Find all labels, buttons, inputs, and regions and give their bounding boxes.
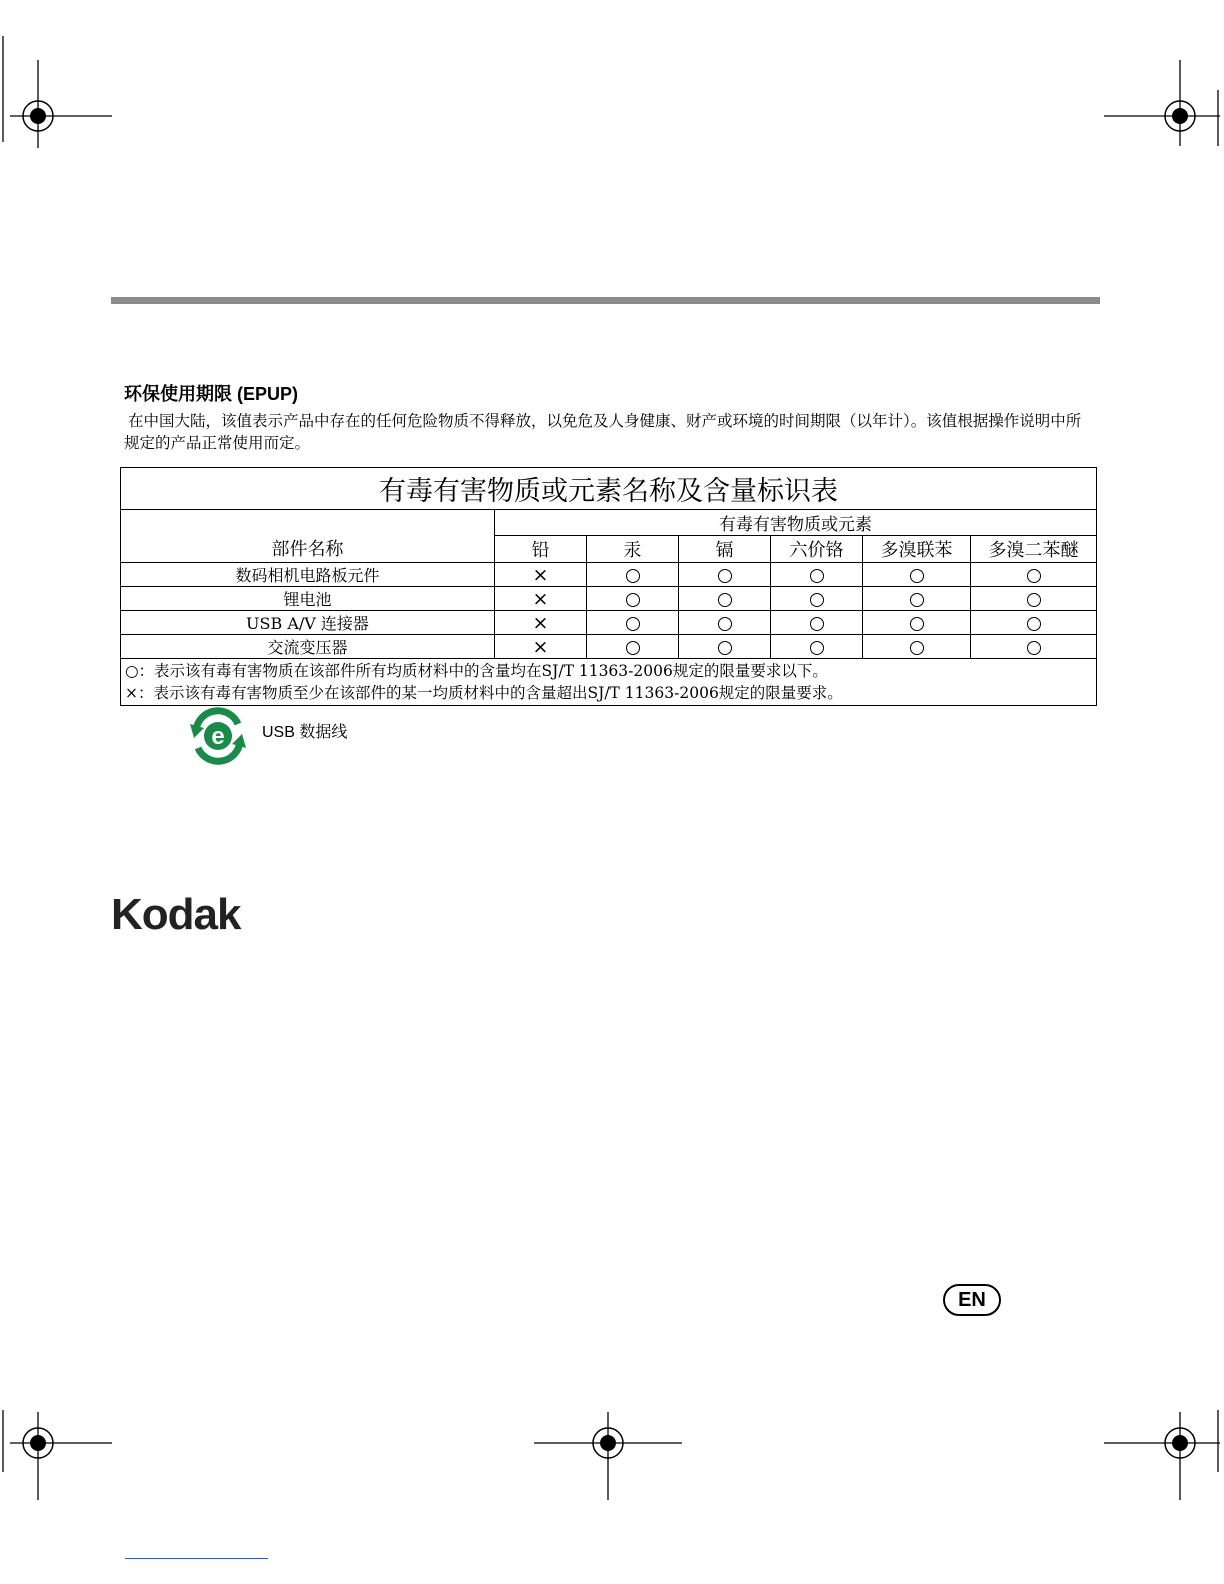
mark-symbol: [810, 617, 824, 631]
mark-cell: [587, 563, 679, 587]
part-name-cell: 数码相机电路板元件: [121, 563, 495, 587]
part-name-cell: USB A/V 连接器: [121, 611, 495, 635]
part-name-cell: 锂电池: [121, 587, 495, 611]
mark-cell: [971, 563, 1097, 587]
substance-header: 镉: [679, 536, 771, 563]
mark-symbol: ×: [532, 635, 549, 658]
mark-symbol: [910, 569, 924, 583]
table-row: [121, 587, 1097, 611]
mark-cell: [679, 587, 771, 611]
mark-cell: [771, 635, 863, 659]
mark-cell: [679, 635, 771, 659]
note-x-definition: ×：表示该有毒有害物质至少在该部件的某一均质材料中的含量超出SJ/T 11363-2006规定的限量要求。: [125, 684, 843, 702]
table-title: 有毒有害物质或元素名称及含量标识表: [121, 468, 1097, 510]
mark-cell: [495, 635, 587, 659]
substance-header: 铅: [495, 536, 587, 563]
registration-mark-top-left: [0, 30, 115, 148]
mark-cell: [863, 635, 971, 659]
table-row: [121, 563, 1097, 587]
kodak-logo: Kodak: [111, 890, 241, 939]
mark-symbol: [910, 617, 924, 631]
mark-cell: [587, 611, 679, 635]
mark-cell: [863, 611, 971, 635]
registration-mark-bottom-center: [530, 1410, 686, 1502]
registration-mark-top-right: [1104, 60, 1224, 148]
mark-symbol: [1027, 593, 1041, 607]
substance-header: 汞: [587, 536, 679, 563]
part-name-header: 部件名称: [121, 510, 495, 563]
part-name-cell: 交流变压器: [121, 635, 495, 659]
mark-symbol: [910, 593, 924, 607]
mark-cell: [863, 587, 971, 611]
table-row: [121, 611, 1097, 635]
mark-cell: [495, 611, 587, 635]
language-badge: EN: [943, 1284, 1001, 1316]
mark-symbol: ×: [532, 587, 549, 610]
mark-symbol: [626, 569, 640, 583]
substance-header: 六价铬: [771, 536, 863, 563]
substance-header: 多溴二苯醚: [971, 536, 1097, 563]
mark-cell: [679, 563, 771, 587]
section-heading: 环保使用期限 (EPUP): [124, 384, 299, 404]
mark-cell: [587, 587, 679, 611]
mark-symbol: [810, 569, 824, 583]
mark-symbol: [718, 593, 732, 607]
mark-symbol: ×: [532, 563, 549, 586]
mark-cell: [971, 611, 1097, 635]
note-o-definition: ○：表示该有毒有害物质在该部件所有均质材料中的含量均在SJ/T 11363-2006规定的限量要求以下。: [125, 662, 828, 680]
registration-mark-bottom-left: [0, 1410, 115, 1502]
mark-symbol: [626, 617, 640, 631]
header-rule: [111, 297, 1100, 304]
mark-symbol: [1027, 641, 1041, 655]
mark-cell: [771, 563, 863, 587]
table-notes: [121, 659, 1097, 706]
substance-header: 多溴联苯: [863, 536, 971, 563]
mark-cell: [971, 587, 1097, 611]
hazardous-substance-table: [120, 467, 1097, 706]
mark-symbol: [626, 641, 640, 655]
bottom-underline: [125, 1558, 268, 1559]
mark-cell: [863, 563, 971, 587]
section-intro: 在中国大陆，该值表示产品中存在的任何危险物质不得释放，以免危及人身健康、财产或环境的时间期限（以年计）。该值根据操作说明中所规定的产品正常使用而定。: [124, 412, 1082, 452]
mark-cell: [771, 587, 863, 611]
usb-cable-label: USB 数据线: [262, 724, 348, 741]
mark-cell: [495, 563, 587, 587]
substance-group-header: 有毒有害物质或元素: [495, 510, 1097, 536]
epup-recycle-e-icon: [186, 706, 250, 766]
mark-symbol: [810, 641, 824, 655]
registration-mark-bottom-right: [1104, 1410, 1224, 1502]
mark-symbol: [810, 593, 824, 607]
mark-cell: [587, 635, 679, 659]
mark-symbol: ×: [532, 611, 549, 634]
mark-symbol: [910, 641, 924, 655]
mark-cell: [971, 635, 1097, 659]
table-row: [121, 635, 1097, 659]
mark-symbol: [718, 641, 732, 655]
mark-cell: [771, 611, 863, 635]
mark-cell: [495, 587, 587, 611]
mark-symbol: [718, 617, 732, 631]
mark-symbol: [1027, 569, 1041, 583]
mark-symbol: [626, 593, 640, 607]
mark-symbol: [1027, 617, 1041, 631]
mark-symbol: [718, 569, 732, 583]
svg-text:e: e: [211, 723, 225, 750]
mark-cell: [679, 611, 771, 635]
